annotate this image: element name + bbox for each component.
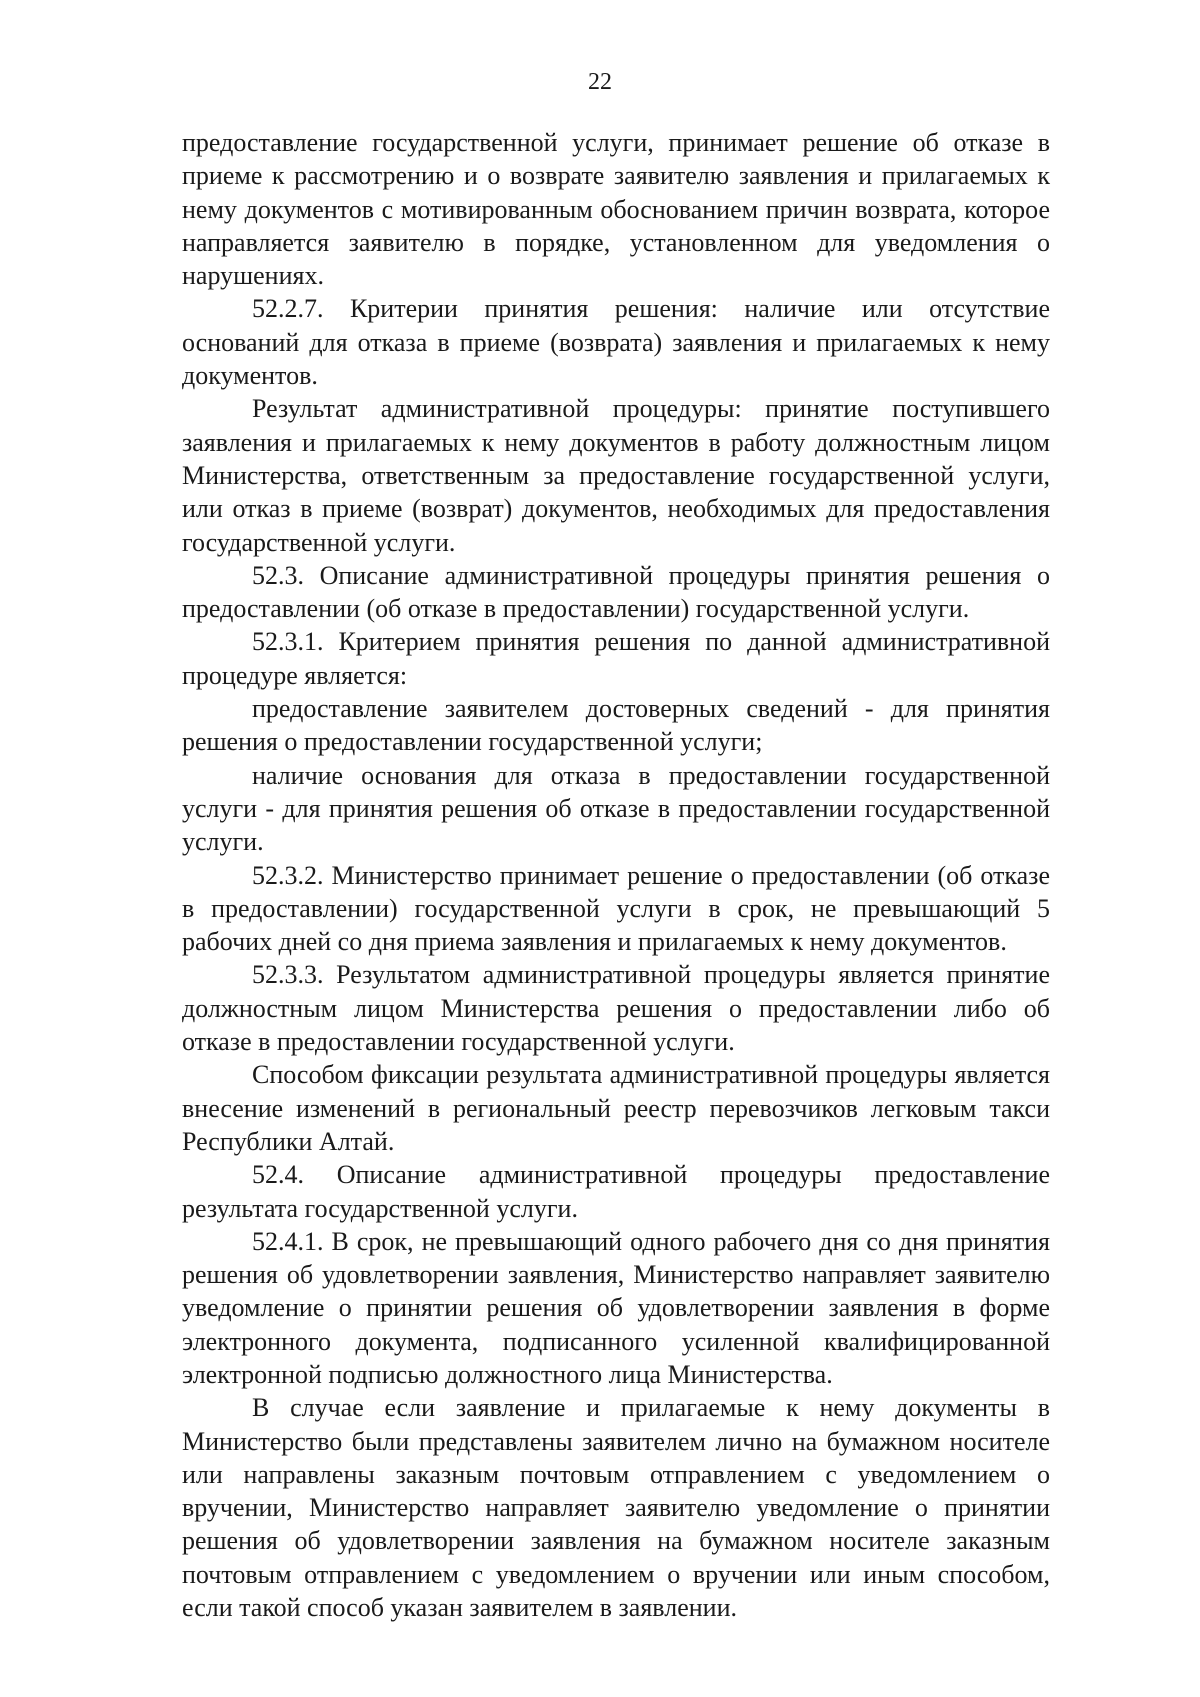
paragraph-52-2-7: 52.2.7. Критерии принятия решения: наличие или отсутствие оснований для отказа в приеме (возврата) заявления и прилагаемых к нему документов. — [182, 294, 1050, 391]
paragraph-criterion-1: предоставление заявителем достоверных сведений - для принятия решения о предоставлении государственной услуги; — [182, 694, 1050, 757]
paragraph-52-3: 52.3. Описание административной процедуры принятия решения о предоставлении (об отказе в предоставлении) государственной услуги. — [182, 560, 1050, 624]
page-number: 22 — [588, 69, 612, 95]
paragraph-paper-case: В случае если заявление и прилагаемые к нему документы в Министерство были представлены заявителем лично на бумажном носителе или направлены заказным почтовым отправлением с уведомлением о вручении, Министерство направляет заявителю уведомление о принятии решения об удовлетворении заявления на бумажном носителе заказным почтовым отправлением с уведомлением о вручении или иным способом, если такой способ указан заявителем в заявлении. — [182, 1393, 1050, 1623]
paragraph-result: Результат административной процедуры: принятие поступившего заявления и прилагаемых к нему документов в работу должностным лицом Министерства, ответственным за предоставление государственной услуги, или отказ в приеме (возврат) документов, необходимых для предоставления государственной услуги. — [182, 394, 1050, 557]
paragraph-52-3-2: 52.3.2. Министерство принимает решение о предоставлении (об отказе в предоставлении) государственной услуги в срок, не превышающий 5 рабочих дней со дня приема заявления и прилагаемых к нему документов. — [182, 860, 1050, 957]
paragraph-52-4: 52.4. Описание административной процедуры предоставление результата государственной услуги. — [182, 1160, 1050, 1223]
document-body — [182, 126, 1050, 1624]
paragraph-continuation: предоставление государственной услуги, принимает решение об отказе в приеме к рассмотрению и о возврате заявителю заявления и прилагаемых к нему документов с мотивированным обоснованием причин возврата, которое направляется заявителю в порядке, установленном для уведомления о нарушениях. — [182, 128, 1050, 291]
paragraph-criterion-2: наличие основания для отказа в предоставлении государственной услуги - для принятия решения об отказе в предоставлении государственной услуги. — [182, 760, 1050, 857]
paragraph-52-4-1: 52.4.1. В срок, не превышающий одного рабочего дня со дня принятия решения об удовлетворении заявления, Министерство направляет заявителю уведомление о принятии решения об удовлетворении заявления в форме электронного документа, подписанного усиленной квалифицированной электронной подписью должностного лица Министерства. — [182, 1226, 1050, 1389]
paragraph-fixation: Способом фиксации результата административной процедуры является внесение изменений в региональный реестр перевозчиков легковым такси Республики Алтай. — [182, 1060, 1050, 1156]
paragraph-52-3-1: 52.3.1. Критерием принятия решения по данной административной процедуре является: — [182, 627, 1050, 690]
paragraph-52-3-3: 52.3.3. Результатом административной процедуры является принятие должностным лицом Министерства решения о предоставлении либо об отказе в предоставлении государственной услуги. — [182, 960, 1050, 1057]
